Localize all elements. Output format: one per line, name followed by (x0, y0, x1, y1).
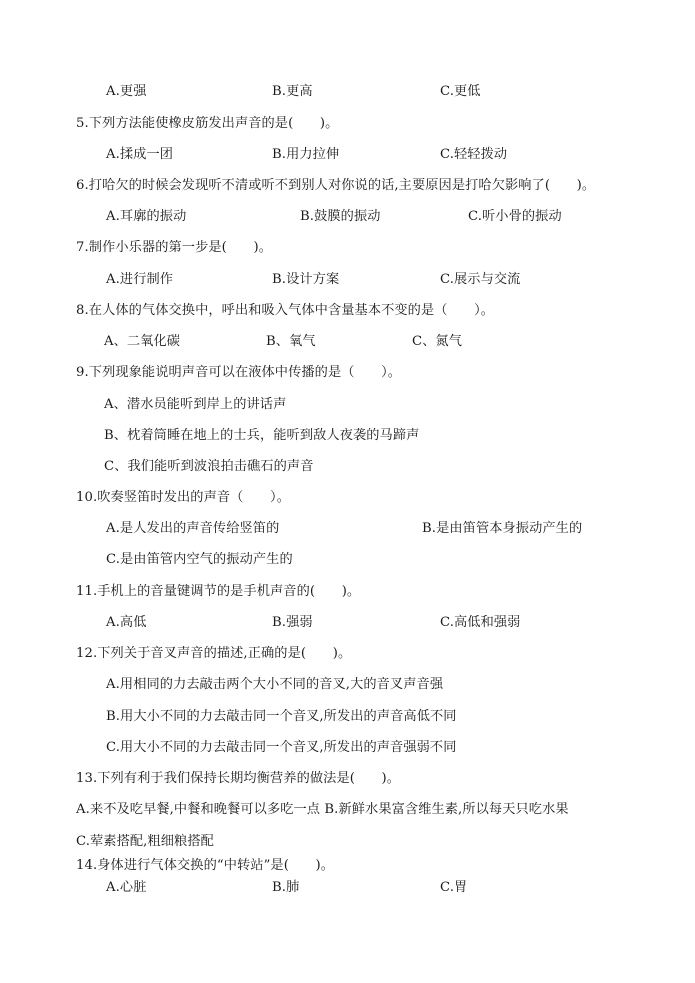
q7-option-a: A.进行制作 (106, 272, 174, 287)
q11-option-b: B.强弱 (272, 615, 313, 630)
question-8: 8.在人体的气体交换中，呼出和吸入气体中含量基本不变的是（ ）。 (76, 303, 495, 318)
q4-option-c: C.更低 (440, 84, 481, 99)
q5-option-c: C.轻轻拨动 (440, 147, 508, 162)
question-6: 6.打哈欠的时候会发现听不清或听不到别人对你说的话,主要原因是打哈欠影响了( )。 (76, 178, 596, 193)
question-13: 13.下列有利于我们保持长期均衡营养的做法是( )。 (76, 771, 401, 786)
q14-option-c: C.胃 (440, 880, 468, 895)
q8-option-c: C、氮气 (412, 334, 463, 349)
question-5: 5.下列方法能使橡皮筋发出声音的是( )。 (76, 116, 339, 131)
q13-options-a-b: A.来不及吃早餐,中餐和晚餐可以多吃一点 B.新鲜水果富含维生素,所以每天只吃水果 (76, 802, 569, 817)
q6-option-c: C.听小骨的振动 (468, 209, 562, 224)
q7-option-c: C.展示与交流 (440, 272, 521, 287)
q14-option-b: B.肺 (272, 880, 300, 895)
q11-option-a: A.高低 (106, 615, 147, 630)
q6-option-a: A.耳廓的振动 (106, 209, 187, 224)
q12-option-c: C.用大小不同的力去敲击同一个音叉,所发出的声音强弱不同 (106, 740, 457, 755)
question-12: 12.下列关于音叉声音的描述,正确的是( )。 (76, 646, 352, 661)
q12-option-b: B.用大小不同的力去敲击同一个音叉,所发出的声音高低不同 (106, 709, 457, 724)
q4-option-b: B.更高 (272, 84, 313, 99)
q14-option-a: A.心脏 (106, 880, 147, 895)
q4-option-a: A.更强 (106, 84, 147, 99)
q5-option-b: B.用力拉伸 (272, 147, 340, 162)
question-14: 14.身体进行气体交换的“中转站”是( )。 (76, 858, 335, 873)
question-10: 10.吹奏竖笛时发出的声音（ ）。 (76, 490, 290, 505)
q10-option-c: C.是由笛管内空气的振动产生的 (106, 552, 293, 567)
q9-option-b: B、枕着筒睡在地上的士兵，能听到敌人夜袭的马蹄声 (104, 428, 420, 443)
question-7: 7.制作小乐器的第一步是( )。 (76, 240, 273, 255)
q10-option-a: A.是人发出的声音传给竖笛的 (106, 521, 280, 536)
q5-option-a: A.揉成一团 (106, 147, 174, 162)
q8-option-a: A、二氧化碳 (104, 334, 181, 349)
q11-option-c: C.高低和强弱 (440, 615, 521, 630)
q10-option-b: B.是由笛管本身振动产生的 (422, 521, 583, 536)
question-9: 9.下列现象能说明声音可以在液体中传播的是（ ）。 (76, 365, 402, 380)
q7-option-b: B.设计方案 (272, 272, 340, 287)
q9-option-a: A、潜水员能听到岸上的讲话声 (104, 397, 287, 412)
q9-option-c: C、我们能听到波浪拍击礁石的声音 (104, 459, 314, 474)
q8-option-b: B、氧气 (266, 334, 316, 349)
q6-option-b: B.鼓膜的振动 (300, 209, 381, 224)
question-11: 11.手机上的音量键调节的是手机声音的( )。 (76, 584, 361, 599)
q13-option-c: C.荤素搭配,粗细粮搭配 (76, 834, 214, 849)
q12-option-a: A.用相同的力去敲击两个大小不同的音叉,大的音叉声音强 (106, 677, 444, 692)
